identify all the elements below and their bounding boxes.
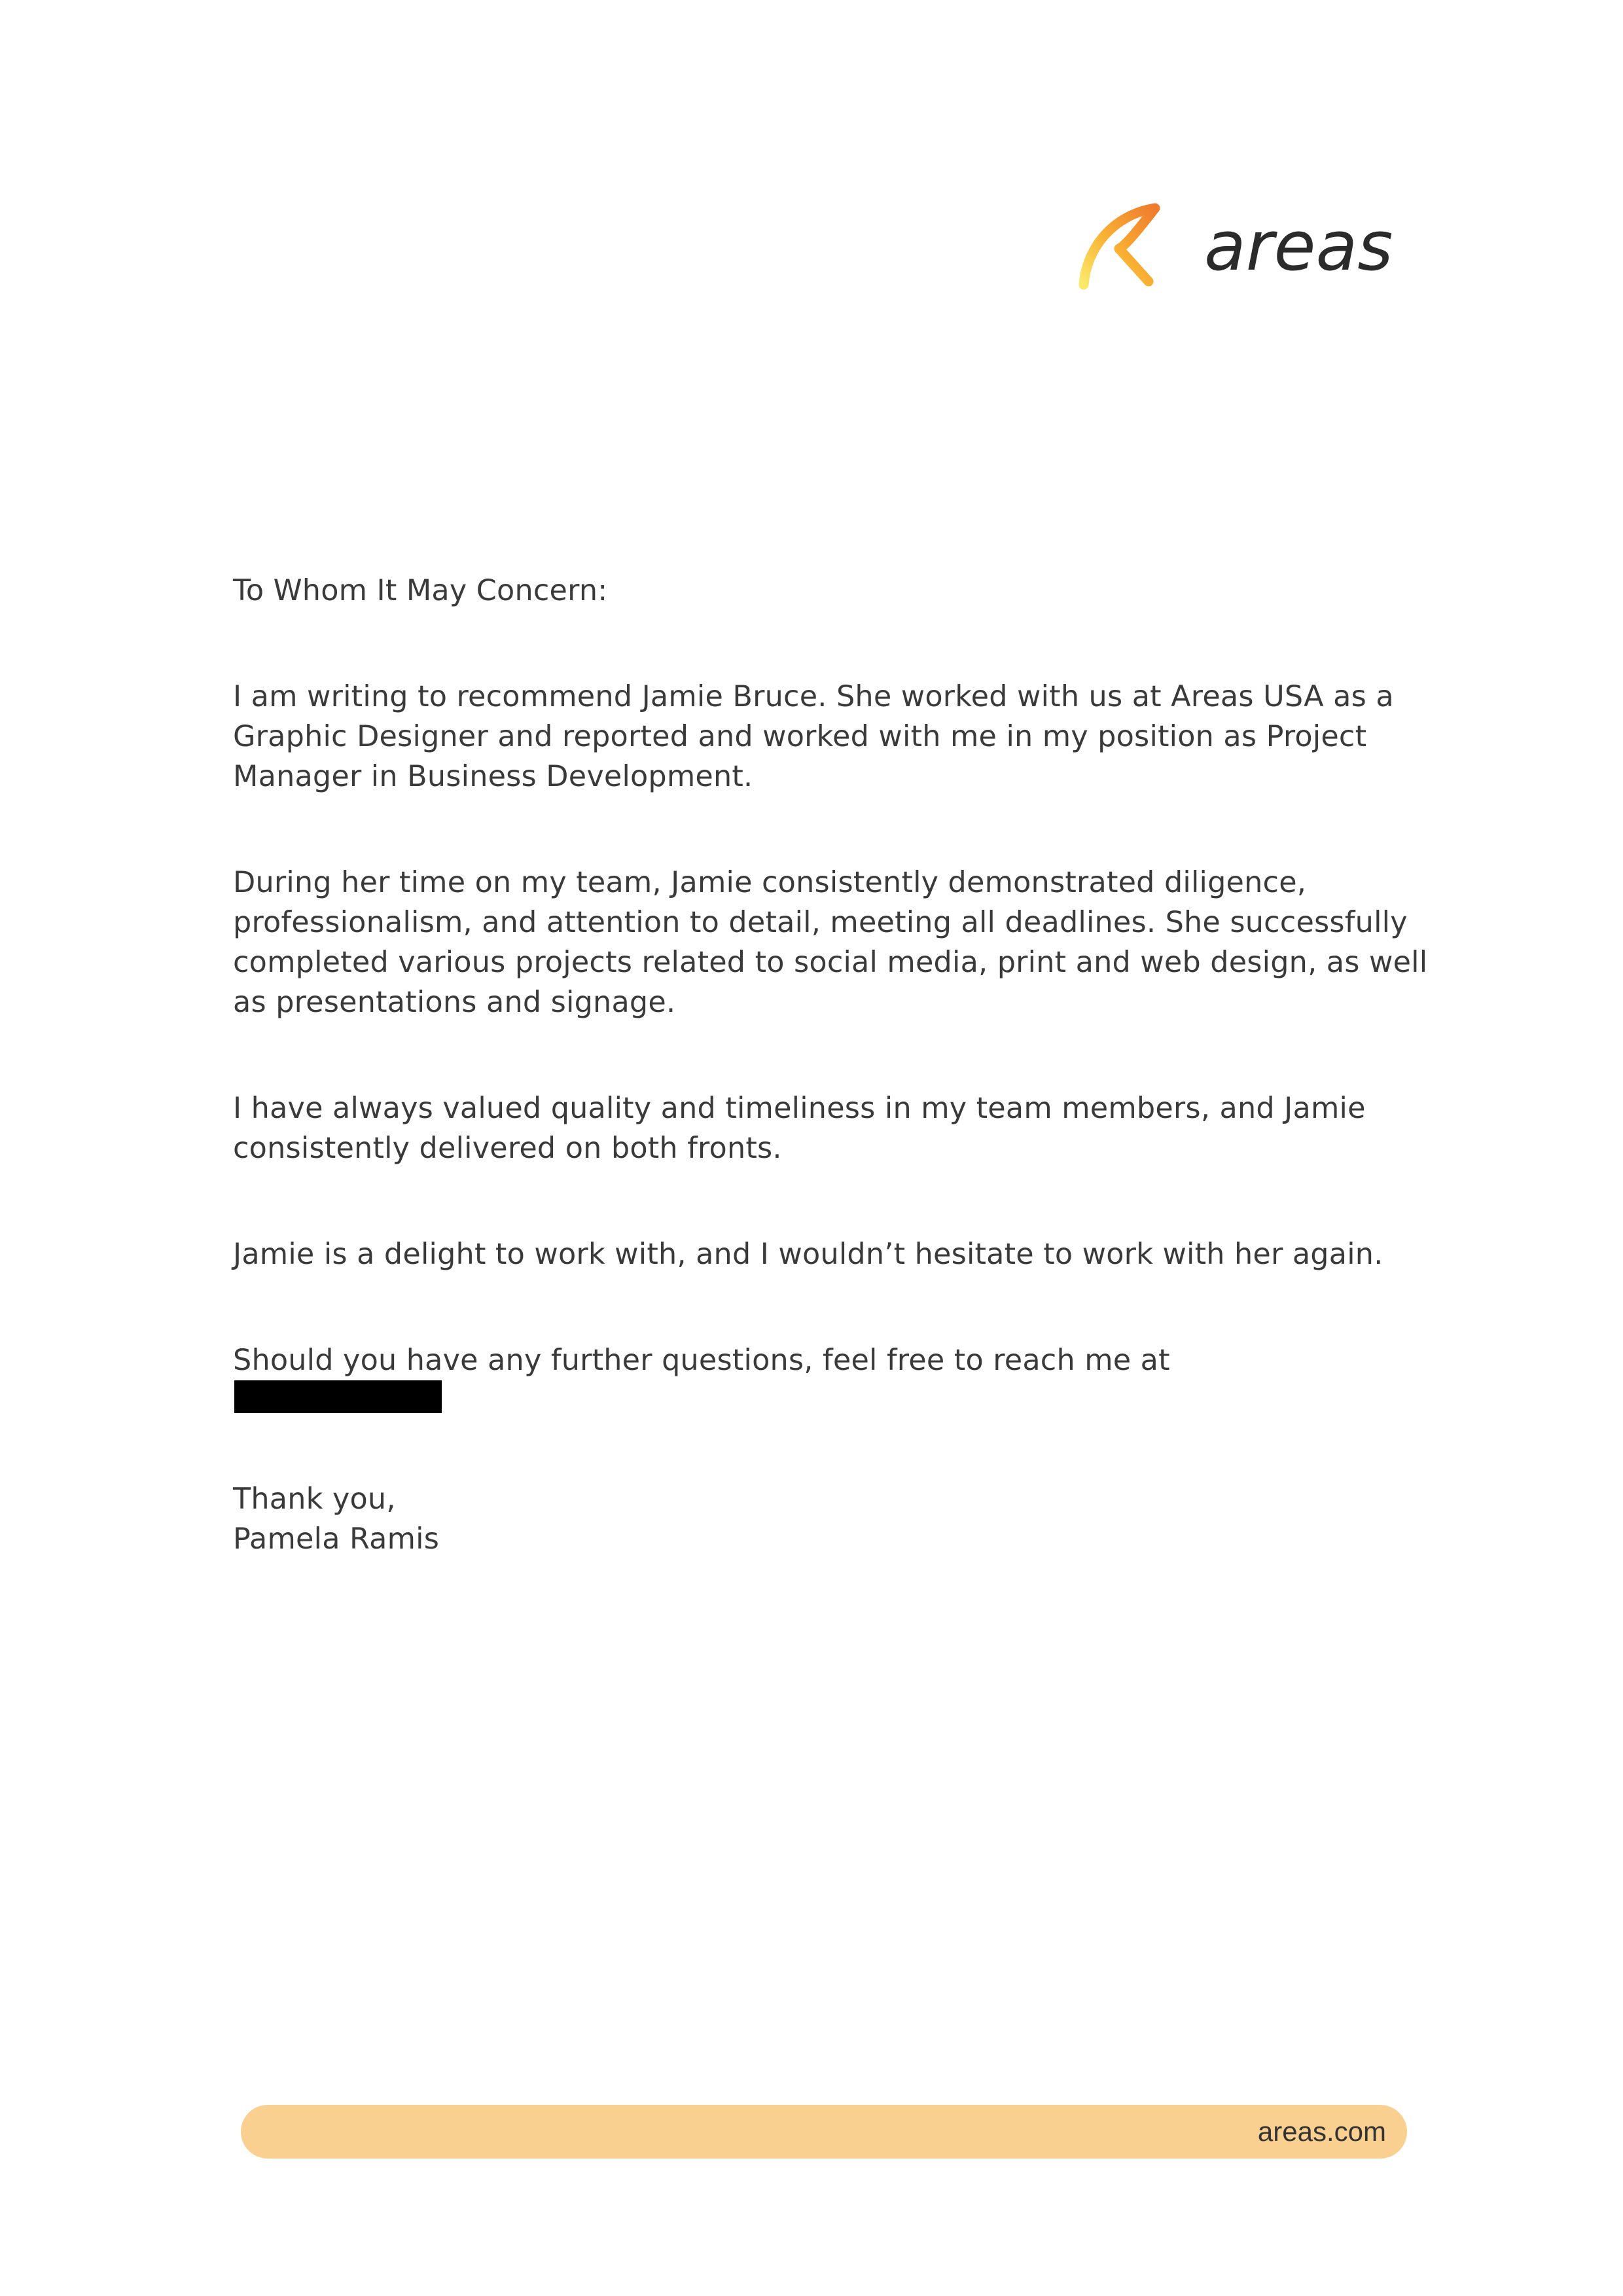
paragraph-delight: Jamie is a delight to work with, and I wouldn’t hesitate to work with her again. [233, 1238, 1383, 1271]
signature-name: Pamela Ramis [233, 1522, 440, 1556]
paragraph-line: consistently delivered on both fronts. [233, 1132, 782, 1165]
paragraph-performance [233, 863, 1428, 1022]
paragraph-line: completed various projects related to social media, print and web design, as well [233, 946, 1428, 979]
redacted-contact-block [234, 1380, 442, 1413]
closing-block [233, 1479, 1411, 1559]
paragraph-line: Manager in Business Development. [233, 760, 753, 793]
paragraph-recommendation [233, 677, 1411, 797]
areas-logo [1073, 196, 1414, 295]
footer-url[interactable]: areas.com [1257, 2116, 1386, 2147]
paragraph-quality [233, 1088, 1411, 1168]
paragraph-line: professionalism, and attention to detail, meeting all deadlines. She successfully [233, 906, 1408, 939]
paragraph-line: as presentations and signage. [233, 986, 676, 1019]
paragraph-contact [233, 1340, 1411, 1413]
paragraph-line: Graphic Designer and reported and worked with me in my position as Project [233, 720, 1367, 753]
areas-logo-graphic [1073, 196, 1414, 295]
letter-body [233, 571, 1428, 1559]
salutation: To Whom It May Concern: [233, 574, 608, 607]
footer-bar [241, 2105, 1407, 2159]
paragraph-line: I have always valued quality and timeliness in my team members, and Jamie [233, 1092, 1366, 1125]
paragraph-line: I am writing to recommend Jamie Bruce. She worked with us at Areas USA as a [233, 680, 1394, 713]
contact-text: Should you have any further questions, feel free to reach me at [233, 1344, 1170, 1377]
logo-swoosh-mark [1084, 208, 1155, 285]
logo-wordmark: areas [1204, 206, 1393, 286]
closing-line: Thank you, [233, 1482, 396, 1516]
paragraph-line: During her time on my team, Jamie consistently demonstrated diligence, [233, 866, 1307, 899]
